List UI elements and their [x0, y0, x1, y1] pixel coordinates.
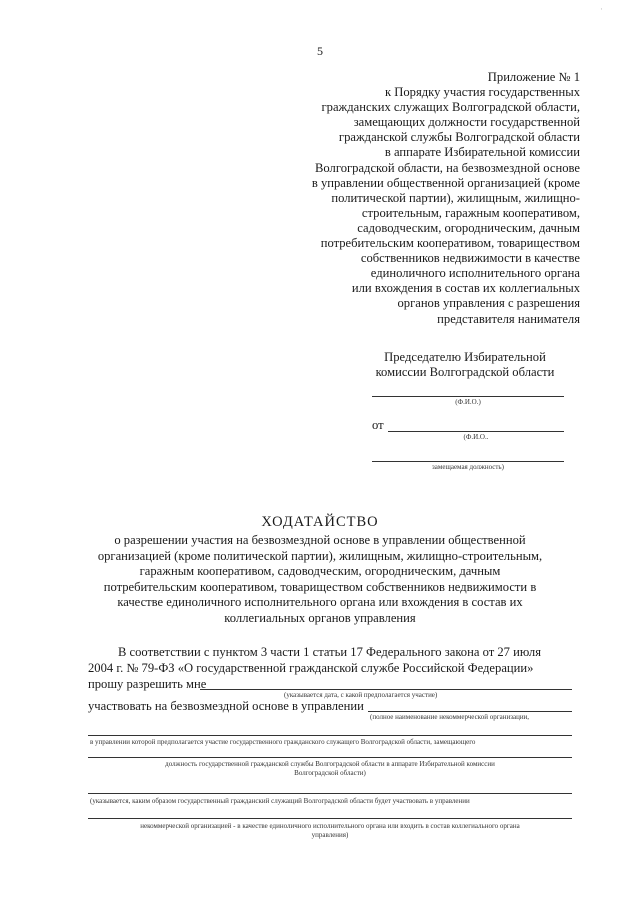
appendix-header [280, 70, 580, 327]
org-name-caption: (полное наименование некоммерческой организации, [370, 713, 530, 721]
from-fio-caption: (Ф.И.О.. [463, 433, 489, 441]
position-caption-2: Волгоградской области) [294, 769, 366, 777]
org-field-line[interactable] [88, 735, 572, 736]
appendix-line: замещающих должности государственной [353, 115, 580, 130]
subtitle-line: качестве единоличного исполнительного органа или вхождения в состав их [117, 595, 523, 609]
subtitle-line: организацией (кроме политической партии), жилищным, жилищно-строительным, [97, 548, 543, 563]
how-line-2[interactable] [88, 818, 572, 819]
position-caption-1: должность государственной гражданской службы Волгоградской области в аппарате Избирательной комиссии [165, 760, 495, 768]
appendix-line: строительным, гаражным кооперативом, [361, 205, 580, 220]
how-caption-2: некоммерческой организацией - в качестве единоличного исполнительного органа или входить в состав коллегиального органа [140, 822, 520, 830]
appendix-line: к Порядку участия государственных [384, 85, 580, 100]
from-label: от [372, 418, 384, 432]
page-number: 5 [317, 44, 323, 58]
appendix-line: гражданских служащих Волгоградской области, [321, 100, 580, 115]
body-line: 2004 г. № 79-ФЗ «О государственной гражданской службе Российской Федерации» [88, 661, 534, 675]
appendix-line: Волгоградской области, на безвозмездной основе [315, 160, 580, 175]
document-title: ХОДАТАЙСТВО [261, 514, 379, 530]
addressee-line: Председателю Избирательной [384, 350, 546, 364]
addressee-block [340, 350, 590, 380]
position-field[interactable] [372, 461, 564, 462]
date-field[interactable] [200, 689, 572, 690]
how-caption-3: управления) [311, 831, 349, 839]
appendix-line: или вхождения в состав их коллегиальных [351, 281, 580, 296]
subtitle-line: о разрешении участия на безвозмездной основе в управлении общественной [114, 533, 526, 547]
body-line: В соответствии с пунктом 3 части 1 статьи 17 Федерального закона от 27 июля [118, 645, 542, 659]
org-name-field[interactable] [368, 711, 572, 712]
fio-field[interactable] [372, 396, 564, 397]
appendix-line: собственников недвижимости в качестве [360, 251, 580, 266]
appendix-line: Приложение № 1 [487, 70, 580, 84]
appendix-line: органов управления с разрешения [397, 296, 580, 311]
appendix-line: политической партии), жилищным, жилищно- [331, 190, 580, 205]
appendix-line: в управлении общественной организацией (кроме [311, 175, 580, 190]
subtitle-line: коллегиальных органов управления [224, 610, 416, 625]
managed-caption: в управлении которой предполагается участие государственного гражданского служащего Волгоградской области, замещающего [90, 738, 476, 746]
how-line[interactable] [88, 793, 572, 794]
position-line[interactable] [88, 757, 572, 758]
body-line: прошу разрешить мне [88, 677, 207, 691]
appendix-line: гражданской службы Волгоградской области [338, 130, 580, 145]
position-caption: замещаемая должность) [432, 463, 504, 471]
appendix-line: садоводческим, огородническим, дачным [357, 220, 580, 235]
subtitle-line: потребительским кооперативом, товариществом собственников недвижимости в [103, 579, 537, 594]
addressee-line: комиссии Волгоградской области [375, 365, 555, 379]
appendix-line: единоличного исполнительного органа [370, 266, 580, 281]
document-subtitle [80, 533, 560, 626]
participate-text: участвовать на безвозмездной основе в управлении [88, 699, 364, 713]
appendix-line: потребительским кооперативом, товариществом [320, 236, 580, 251]
corner-mark: · [600, 4, 603, 14]
appendix-line: в аппарате Избирательной комиссии [384, 145, 580, 160]
date-caption: (указывается дата, с какой предполагается участие) [284, 691, 438, 699]
subtitle-line: гаражным кооперативом, садоводческим, огородническим, дачным [139, 564, 501, 578]
fio-caption: (Ф.И.О.) [455, 398, 481, 406]
appendix-line: представителя нанимателя [437, 311, 580, 326]
how-caption-1: (указывается, каким образом государственный гражданский служащий Волгоградской области будет участвовать в управлении [90, 797, 470, 805]
from-fio-field[interactable] [388, 431, 564, 432]
